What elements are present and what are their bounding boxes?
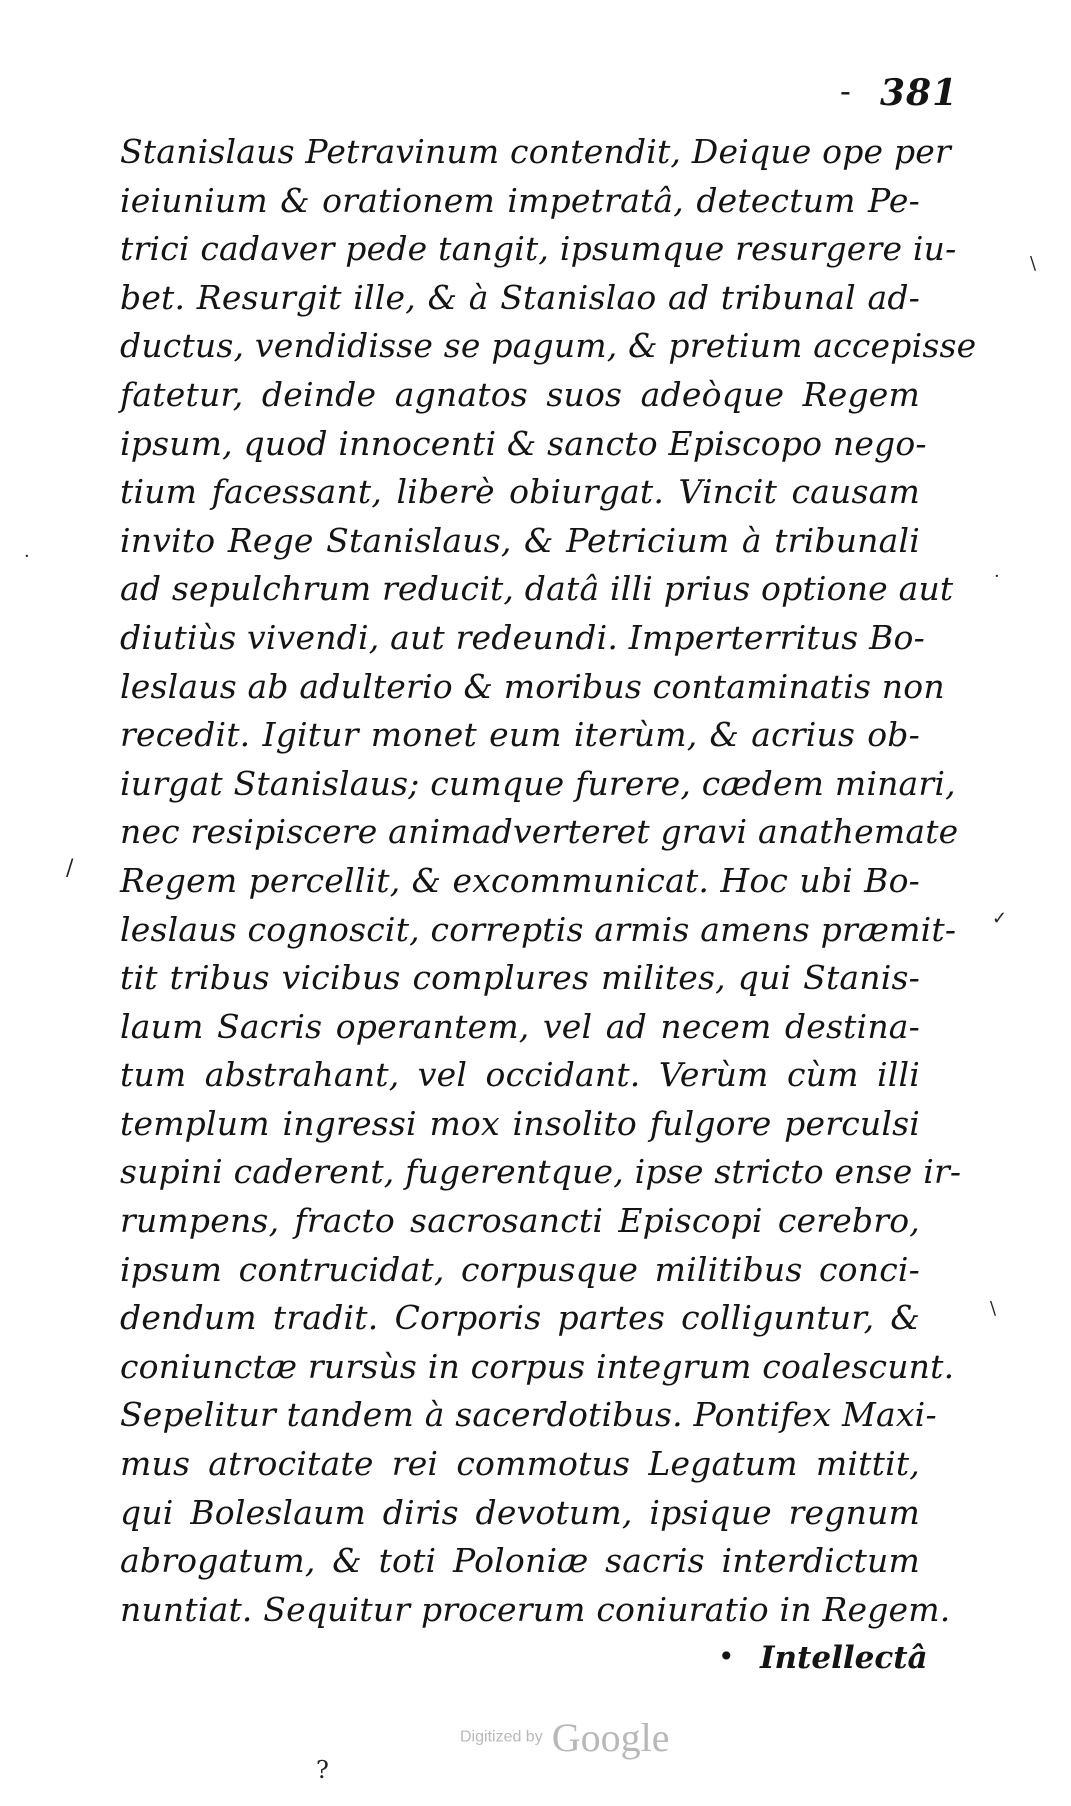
google-logo: Google [551, 1715, 670, 1760]
text-line: rumpens, fracto sacrosancti Episcopi cerebro, [120, 1201, 920, 1241]
text-line: diutiùs vivendi, aut redeundi. Imperterritus Bo- [120, 617, 925, 657]
margin-speck: ✓ [992, 908, 1008, 929]
text-line: bet. Resurgit ille, & à Stanislao ad tribunal ad- [120, 277, 920, 317]
text-line: leslaus ab adulterio & moribus contaminatis non [120, 666, 945, 706]
margin-speck: / [66, 856, 74, 881]
catchword-dot: • [718, 1640, 735, 1673]
text-line: ipsum, quod innocenti & sancto Episcopo nego- [120, 423, 927, 463]
text-line: invito Rege Stanislaus, & Petricium à tribunali [120, 520, 920, 560]
text-line: coniunctæ rursùs in corpus integrum coalescunt. [120, 1346, 955, 1386]
page-number: 381 [880, 72, 959, 114]
catchword: Intellectâ [760, 1640, 928, 1676]
text-line: supini caderent, fugerentque, ipse stricto ense ir- [120, 1152, 962, 1192]
text-line: trici cadaver pede tangit, ipsumque resurgere iu- [120, 229, 957, 269]
margin-speck: · [24, 546, 30, 567]
body-text [120, 128, 977, 1634]
text-line: ieiunium & orationem impetratâ, detectum Pe- [120, 180, 920, 220]
stray-mark: ? [316, 1756, 329, 1784]
text-line: ipsum contrucidat, corpusque militibus conci- [120, 1249, 920, 1289]
text-line: abrogatum, & toti Poloniæ sacris interdictum [120, 1541, 920, 1581]
digitized-watermark [460, 1714, 670, 1761]
text-line: recedit. Igitur monet eum iterùm, & acrius ob- [120, 715, 920, 755]
margin-speck: · [994, 566, 1000, 587]
text-line: qui Boleslaum diris devotum, ipsique regnum [120, 1492, 920, 1532]
text-line: iurgat Stanislaus; cumque furere, cædem minari, [120, 763, 956, 803]
text-line: ad sepulchrum reducit, datâ illi prius optione aut [120, 569, 954, 609]
margin-speck: \ [990, 1298, 997, 1319]
text-line: ductus, vendidisse se pagum, & pretium accepisse [120, 326, 977, 366]
text-line: laum Sacris operantem, vel ad necem destina- [120, 1006, 920, 1046]
text-line: tium facessant, liberè obiurgat. Vincit causam [120, 472, 920, 512]
margin-speck: \ [1030, 253, 1037, 274]
text-line: templum ingressi mox insolito fulgore perculsi [120, 1103, 920, 1143]
text-line: dendum tradit. Corporis partes colliguntur, & [120, 1298, 920, 1338]
text-line: mus atrocitate rei commotus Legatum mittit, [120, 1444, 920, 1484]
text-line: Regem percellit, & excommunicat. Hoc ubi Bo- [120, 860, 920, 900]
page-number-dash: - [840, 72, 851, 110]
text-line: fatetur, deinde agnatos suos adeòque Regem [120, 374, 920, 414]
text-line: nuntiat. Sequitur procerum coniuratio in Regem. [120, 1589, 951, 1629]
watermark-prefix: Digitized by [460, 1728, 543, 1746]
text-line: tum abstrahant, vel occidant. Verùm cùm illi [120, 1055, 920, 1095]
text-line: nec resipiscere animadverteret gravi anathemate [120, 812, 959, 852]
text-line: Stanislaus Petravinum contendit, Deique ope per [120, 132, 951, 171]
text-line: tit tribus vicibus complures milites, qui Stanis- [120, 958, 920, 998]
text-line: Sepelitur tandem à sacerdotibus. Pontifex Maxi- [120, 1395, 937, 1435]
text-line: leslaus cognoscit, correptis armis amens præmit- [120, 909, 957, 949]
